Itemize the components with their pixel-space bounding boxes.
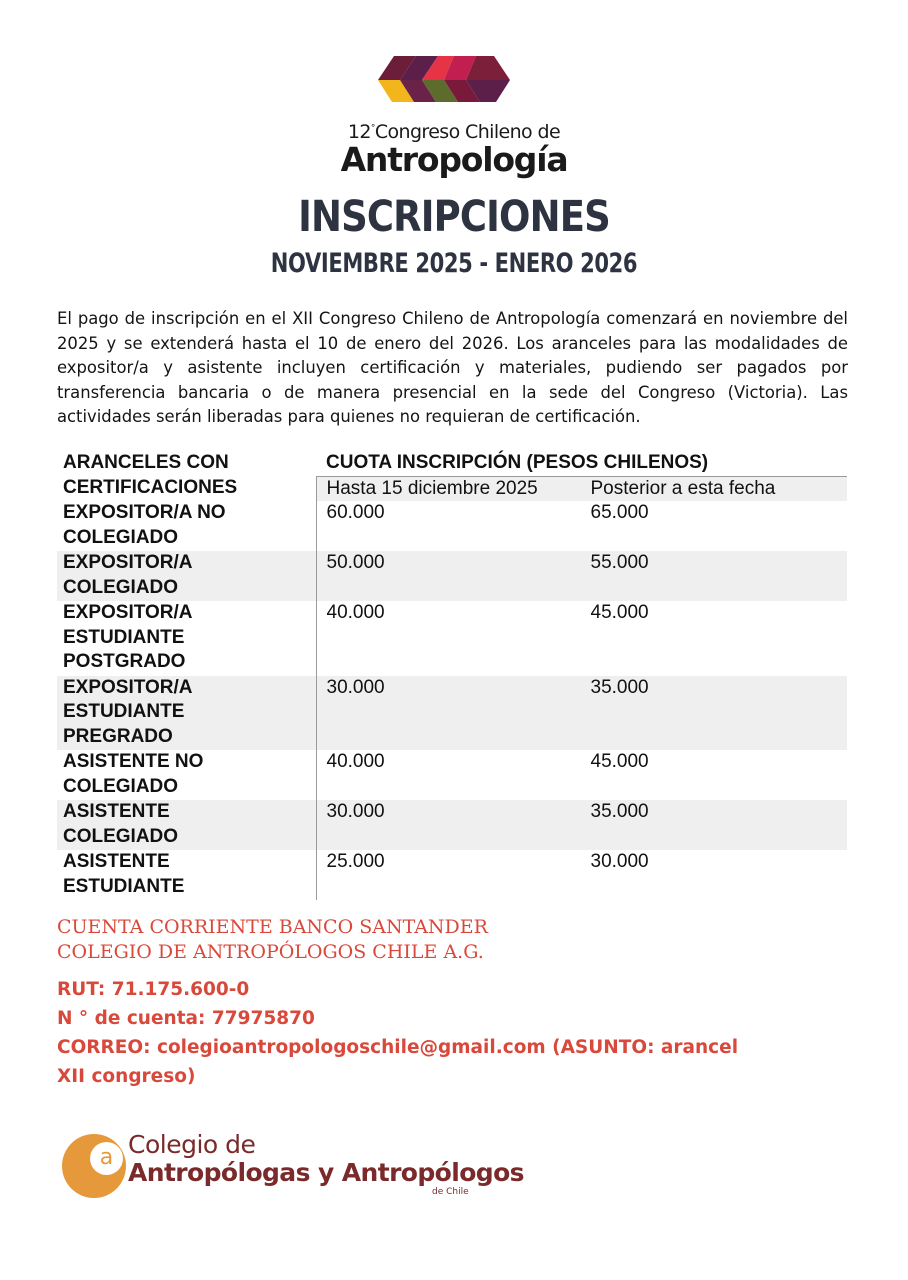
college-name-line3: de Chile bbox=[432, 1187, 469, 1197]
row-early-fee: 30.000 bbox=[316, 800, 579, 850]
row-early-fee: 50.000 bbox=[316, 551, 579, 601]
account-number-line: N ° de cuenta: 77975870 bbox=[57, 1008, 315, 1029]
college-logo bbox=[60, 1130, 530, 1200]
email-line2: XII congreso) bbox=[57, 1066, 196, 1087]
header-left-line2: CERTIFICACIONES bbox=[57, 476, 316, 501]
row-late-fee: 35.000 bbox=[579, 800, 848, 850]
row-category: EXPOSITOR/A ESTUDIANTE POSTGRADO bbox=[63, 602, 193, 672]
table-row bbox=[57, 850, 847, 900]
bank-line2: COLEGIO DE ANTROPÓLOGOS CHILE A.G. bbox=[57, 941, 484, 963]
row-late-fee: 45.000 bbox=[590, 751, 649, 772]
table-subheader-row bbox=[57, 476, 847, 501]
row-early-fee: 30.000 bbox=[316, 676, 579, 751]
table-row bbox=[57, 676, 847, 751]
row-early-fee: 60.000 bbox=[316, 501, 579, 551]
email-line1: CORREO: colegioantropologoschile@gmail.com (ASUNTO: arancel bbox=[57, 1037, 739, 1058]
page-subtitle: NOVIEMBRE 2025 - ENERO 2026 bbox=[270, 248, 638, 279]
table-row bbox=[57, 750, 847, 800]
row-early-fee: 25.000 bbox=[316, 850, 579, 900]
college-logo-circle-icon bbox=[62, 1134, 126, 1198]
fee-table bbox=[57, 451, 847, 900]
event-number: 12 bbox=[347, 121, 371, 143]
row-category: ASISTENTE ESTUDIANTE bbox=[63, 851, 185, 897]
page-title: INSCRIPCIONES bbox=[298, 192, 610, 242]
table-row bbox=[57, 800, 847, 850]
event-name-text: Congreso Chileno de bbox=[374, 121, 561, 143]
row-early-fee: 40.000 bbox=[316, 601, 579, 676]
table-row bbox=[57, 501, 847, 551]
event-ordinal-mark: ° bbox=[370, 123, 375, 134]
header-left-line1: ARANCELES CON bbox=[63, 452, 229, 473]
row-late-fee: 45.000 bbox=[590, 602, 649, 623]
table-header-left bbox=[57, 451, 316, 476]
college-name-line1: Colegio de bbox=[128, 1130, 256, 1159]
column-early: Hasta 15 diciembre 2025 bbox=[316, 476, 579, 501]
row-category: ASISTENTE NO COLEGIADO bbox=[63, 751, 204, 797]
column-late: Posterior a esta fecha bbox=[579, 476, 848, 501]
row-category: ASISTENTE COLEGIADO bbox=[57, 800, 316, 850]
congress-logo-icon bbox=[376, 44, 512, 116]
table-header-right: CUOTA INSCRIPCIÓN (PESOS CHILENOS) bbox=[316, 451, 847, 476]
rut-line: RUT: 71.175.600-0 bbox=[57, 979, 250, 1000]
table-header-row bbox=[57, 451, 847, 476]
intro-paragraph: El pago de inscripción en el XII Congreso Chileno de Antropología comenzará en noviembre del 2025 y se extenderá hasta el 10 de enero del 2026. Los aranceles para las modalidades de expositor/a y asistente incluyen certificación y materiales, pudiendo ser pagados por transferencia bancaria o de manera presencial en la sede del Congreso (Victoria). Las actividades serán liberadas para quienes no requieran de certificación. bbox=[57, 309, 848, 426]
row-late-fee: 35.000 bbox=[579, 676, 848, 751]
row-category: EXPOSITOR/A COLEGIADO bbox=[57, 551, 316, 601]
row-early-fee: 40.000 bbox=[316, 750, 579, 800]
college-logo-letter: a bbox=[90, 1142, 123, 1175]
row-late-fee: 30.000 bbox=[590, 851, 649, 872]
college-name-line2: Antropólogas y Antropólogos bbox=[128, 1158, 524, 1187]
payment-details bbox=[57, 975, 837, 1091]
row-late-fee: 55.000 bbox=[579, 551, 848, 601]
bank-info bbox=[57, 915, 488, 965]
table-row bbox=[57, 551, 847, 601]
row-category: EXPOSITOR/A ESTUDIANTE PREGRADO bbox=[57, 676, 316, 751]
bank-line1: CUENTA CORRIENTE BANCO SANTANDER bbox=[57, 916, 488, 938]
table-row bbox=[57, 601, 847, 676]
row-late-fee: 65.000 bbox=[590, 502, 649, 523]
row-category: EXPOSITOR/A NO COLEGIADO bbox=[63, 502, 226, 548]
event-name-line2: Antropología bbox=[340, 140, 568, 179]
